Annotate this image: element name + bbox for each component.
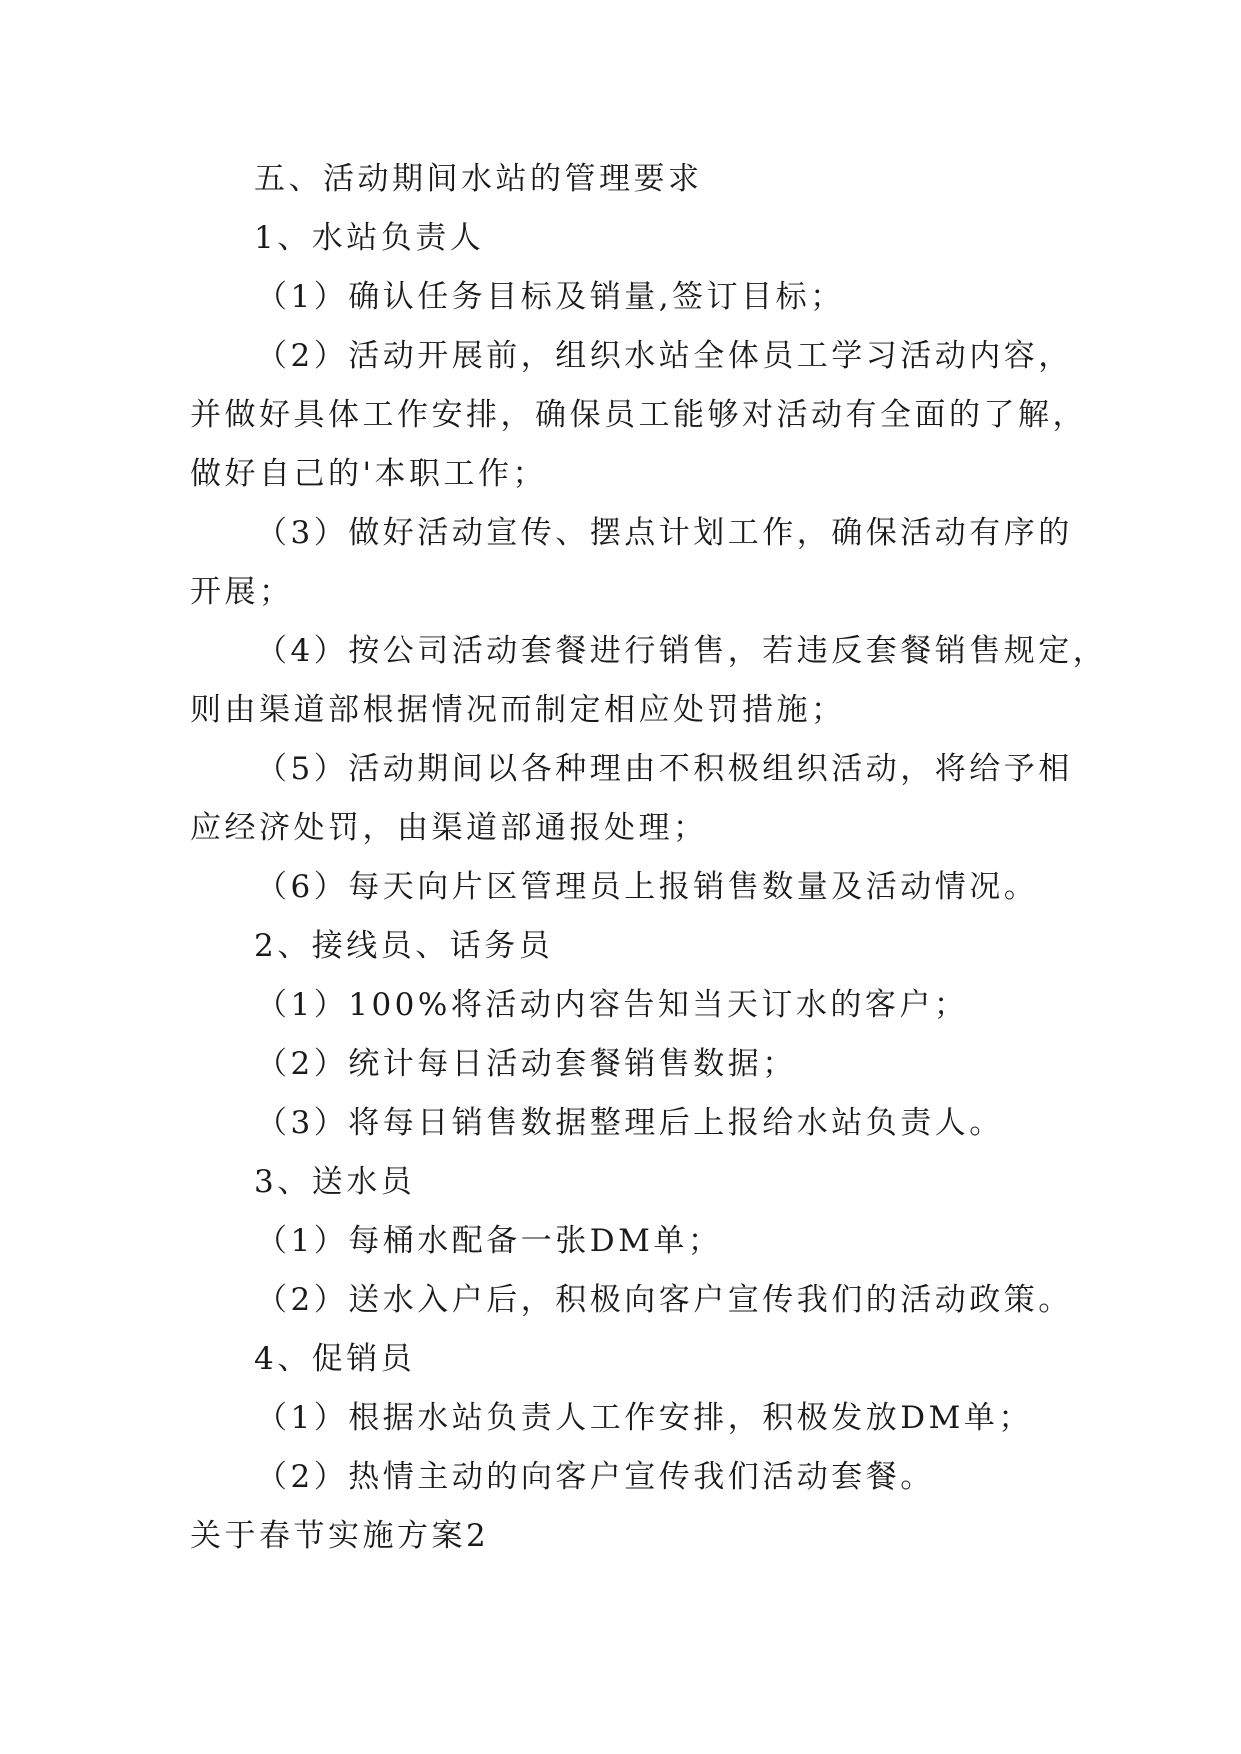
list-item: （2）送水入户后，积极向客户宣传我们的活动政策。 <box>256 1282 1073 1318</box>
list-item: （1）每桶水配备一张DM单； <box>256 1223 723 1259</box>
list-item: （3）将每日销售数据整理后上报给水站负责人。 <box>256 1105 1004 1141</box>
list-item: （3）做好活动宣传、摆点计划工作，确保活动有序的 <box>256 515 1073 551</box>
list-item-continuation: 并做好具体工作安排，确保员工能够对活动有全面的了解， <box>190 397 1087 433</box>
list-item-continuation: 则由渠道部根据情况而制定相应处罚措施； <box>190 692 846 728</box>
list-item: （1）100%将活动内容告知当天订水的客户； <box>256 987 969 1023</box>
document-body <box>190 150 1108 1566</box>
document-title: 关于春节实施方案2 <box>190 1518 490 1554</box>
list-item-continuation: 做好自己的'本职工作； <box>190 456 548 492</box>
list-item-continuation: 开展； <box>190 574 294 610</box>
list-item: （6）每天向片区管理员上报销售数量及活动情况。 <box>256 869 1039 905</box>
list-item: （2）热情主动的向客户宣传我们活动套餐。 <box>256 1459 935 1495</box>
list-item: （1）根据水站负责人工作安排，积极发放DM单； <box>256 1400 1033 1436</box>
list-item: （2）活动开展前，组织水站全体员工学习活动内容， <box>256 338 1073 374</box>
list-item: （5）活动期间以各种理由不积极组织活动，将给予相 <box>256 751 1073 787</box>
subsection-heading: 1、水站负责人 <box>254 220 485 256</box>
subsection-heading: 2、接线员、话务员 <box>254 928 554 964</box>
subsection-heading: 4、促销员 <box>254 1341 416 1377</box>
list-item: （4）按公司活动套餐进行销售，若违反套餐销售规定， <box>256 633 1108 669</box>
list-item-continuation: 应经济处罚，由渠道部通报处理； <box>190 810 708 846</box>
section-heading: 五、活动期间水站的管理要求 <box>254 161 703 197</box>
subsection-heading: 3、送水员 <box>254 1164 416 1200</box>
list-item: （1）确认任务目标及销量,签订目标； <box>256 279 845 315</box>
list-item: （2）统计每日活动套餐销售数据； <box>256 1046 797 1082</box>
